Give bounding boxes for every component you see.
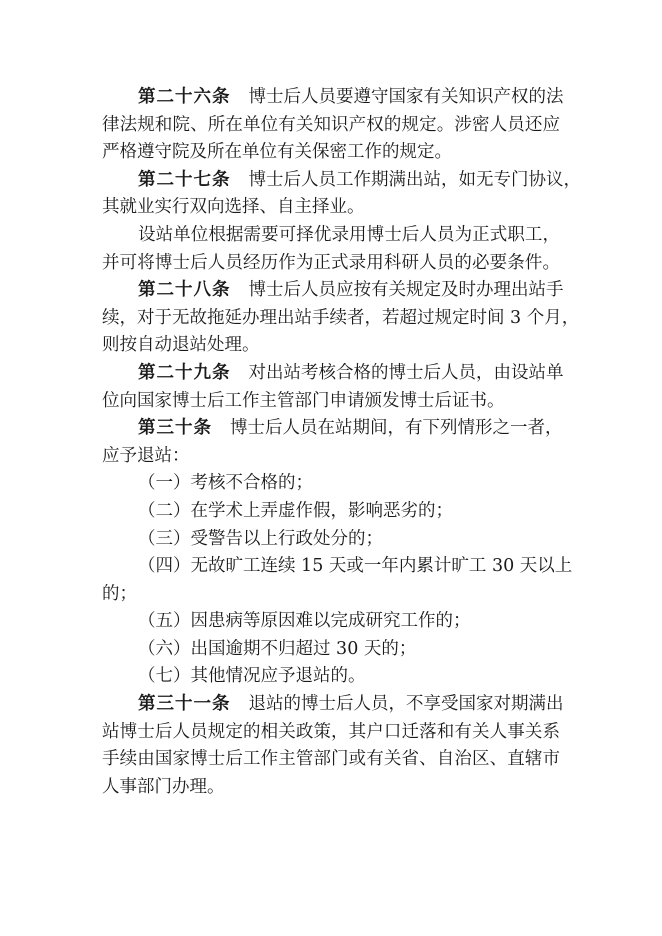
text-line	[102, 443, 560, 471]
line-text: （二）在学术上弄虚作假，影响恶劣的；	[138, 500, 453, 521]
line-text: 严格遵守院及所在单位有关保密工作的规定。	[102, 142, 452, 163]
text-line	[102, 526, 560, 554]
text-line	[102, 470, 560, 498]
line-text: 并可将博士后人员经历作为正式录用科研人员的必要条件。	[102, 252, 560, 273]
article-line	[102, 167, 581, 195]
text-line	[102, 222, 560, 250]
line-text: （七）其他情况应予退站的。	[138, 666, 366, 687]
line-text: 博士后人员在站期间，有下列情形之一者，	[230, 418, 563, 439]
line-text: （六）出国逾期不归超过 30 天的；	[138, 638, 417, 659]
article-line	[102, 415, 563, 443]
line-text: （五）因患病等原因难以完成研究工作的；	[138, 611, 471, 632]
text-line	[102, 608, 560, 636]
text-line	[102, 719, 560, 747]
text-line	[102, 774, 560, 802]
line-text: 站博士后人员规定的相关政策，其户口迁落和有关人事关系	[102, 721, 560, 742]
line-text: 律法规和院、所在单位有关知识产权的规定。涉密人员还应	[102, 114, 560, 135]
line-text: （三）受警告以上行政处分的；	[138, 528, 383, 549]
text-line	[102, 139, 560, 167]
text-line	[102, 636, 560, 664]
text-line	[102, 388, 560, 416]
text-line	[102, 250, 560, 278]
line-text: 的；	[102, 583, 137, 604]
article-line	[102, 691, 564, 719]
line-text: 续，对于无故拖延办理出站手续者，若超过规定时间 3 个月，	[102, 307, 580, 328]
line-text: 对出站考核合格的博士后人员，由设站单	[248, 362, 564, 383]
text-line	[102, 581, 560, 609]
text-line	[102, 663, 560, 691]
text-line	[102, 553, 573, 581]
line-text: 其就业实行双向选择、自主择业。	[102, 197, 365, 218]
article-heading: 第二十八条	[138, 280, 231, 301]
article-heading: 第三十一条	[138, 694, 231, 715]
line-text: 则按自动退站处理。	[102, 335, 260, 356]
line-text: 博士后人员应按有关规定及时办理出站手	[248, 280, 564, 301]
text-line	[102, 746, 560, 774]
text-line	[102, 332, 560, 360]
line-text: 设站单位根据需要可择优录用博士后人员为正式职工，	[138, 224, 560, 245]
article-line	[102, 360, 564, 388]
article-line	[102, 84, 564, 112]
article-heading: 第三十条	[138, 418, 212, 439]
article-line	[102, 277, 564, 305]
line-text: 应予退站：	[102, 445, 190, 466]
article-heading: 第二十七条	[138, 169, 231, 190]
text-line	[102, 305, 580, 333]
line-text: 博士后人员工作期满出站，如无专门协议，	[248, 169, 581, 190]
article-heading: 第二十六条	[138, 87, 231, 107]
line-text: （一）考核不合格的；	[138, 473, 313, 494]
line-text: 博士后人员要遵守国家有关知识产权的法	[248, 87, 564, 107]
line-text: 位向国家博士后工作主管部门申请颁发博士后证书。	[102, 390, 505, 411]
line-text: 手续由国家博士后工作主管部门或有关省、自治区、直辖市	[102, 749, 560, 770]
line-text: 人事部门办理。	[102, 776, 225, 797]
text-line	[102, 498, 560, 526]
text-line	[102, 194, 560, 222]
article-heading: 第二十九条	[138, 362, 231, 383]
document-page	[102, 84, 581, 801]
line-text: （四）无故旷工连续 15 天或一年内累计旷工 30 天以上	[138, 556, 573, 577]
text-line	[102, 112, 560, 140]
line-text: 退站的博士后人员，不享受国家对期满出	[248, 694, 564, 715]
